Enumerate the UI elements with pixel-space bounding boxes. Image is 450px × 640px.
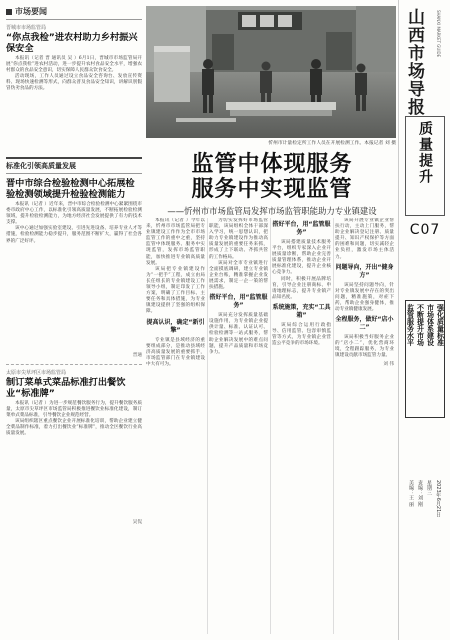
news-body: [6, 202, 142, 352]
slogan-line: 强化质量标准: [436, 304, 445, 346]
article-body: [146, 218, 396, 634]
photo-illustration: [146, 6, 396, 138]
article-column-4: [335, 218, 394, 634]
news-item-1: [6, 24, 142, 151]
news-title: 制订菜单式菜品标准打出餐饮业“标准牌”: [6, 377, 126, 399]
news-item-2: [6, 178, 142, 358]
article-subhead: 问题导向，开出“健身方”: [335, 263, 394, 279]
news-byline: 吴侃: [132, 520, 142, 525]
news-paragraph: 本报讯（记者 晋 通讯员 吴 ）6月1日，晋城市市场监管局开展“你点我检”进农村活动，进一步提升农村食品安全水平，增强农村群众的食品安全意识，切实保障人民群众饮食安全。: [6, 56, 142, 74]
page-number: C07: [409, 222, 441, 238]
headline-line-2: 服务中实现监管: [191, 177, 353, 202]
newspaper-logo: 山西市场导报: [404, 8, 424, 116]
slogan-line: 市场体系建设: [426, 304, 435, 346]
article-column-3: [272, 218, 331, 634]
slogan-line: 监管服务水平: [406, 304, 415, 346]
article-subhead: 搭好平台，用“监管服务”: [209, 294, 268, 310]
issue-info: [405, 480, 445, 630]
issue-designer: 美编：王 丽: [408, 480, 414, 507]
left-news-column: [6, 6, 142, 634]
issue-date: 2023年6月21日: [435, 480, 441, 518]
article-paragraph: 该局把专业镇建设作为“一把手”工程，成立由局长任组长的专业镇建设工作领导小组，制定印发了工作方案，明确了工作目标、主要任务和具体措施，为专业镇建设提供了坚强的组织保障。: [146, 266, 205, 315]
news-body: [6, 56, 142, 151]
news-paragraph: 本报讯（记者 ）近年来，晋中市综合检验检测中心紧紧围绕市委市政府中心工作，以标准化引领高质量发展，不断拓展检验检测领域，提升检验检测能力，为地方经济社会发展提供了有力的技术支撑。: [6, 202, 142, 226]
article-paragraph: 同时，积极开展品牌培育，引导企业注册商标、申请地理标志，提升专业镇产品知名度。: [272, 276, 331, 300]
headline-line-1: 监管中体现服务: [191, 152, 353, 177]
feature-photo: [146, 6, 396, 138]
news-kicker: 太原市尖草坪区市场监管局: [6, 370, 67, 376]
article-paragraph: 该局积极当好服务企业的“店小二”，优化营商环境，全程跟踪服务，为专业镇建设贡献市场监管力量。: [335, 335, 394, 359]
article-column-1: [146, 218, 205, 634]
article-column-2: [209, 218, 268, 634]
news-title: “你点我检”进农村助力乡村振兴保安全: [6, 32, 138, 54]
column-rule: [207, 218, 208, 634]
issue-editor: 责编：刘 刚: [417, 480, 423, 507]
section-heading: 标准化引领高质量发展: [6, 157, 142, 174]
main-headline: [150, 152, 394, 217]
divider: [6, 364, 142, 365]
section-tag-label: 市场要闻: [15, 7, 47, 16]
photo-caption: 忻州市计量检定所工作人员在开展检测工作。本报记者 刘 摄: [268, 141, 396, 146]
article-paragraph: 该局综合运用行政指导、信用监管、包容审慎监管等方式，为专业镇企业营造公平竞争的市场环境。: [272, 322, 331, 347]
issue-weekday: 星期三: [426, 480, 432, 495]
headline-subtitle: ——忻州市市场监管局发挥市场监管职能助力专业镇建设: [167, 206, 377, 216]
newspaper-logo-english: SHANXI MARKET GUIDE: [436, 10, 441, 58]
news-kicker: 晋城市市场监管局: [6, 25, 47, 31]
article-paragraph: 该局充分发挥质量基础设施作用，为专业镇企业提供计量、标准、认证认可、检验检测等一站式服务，帮助企业解决发展中的难点问题，提升产品质量和市场竞争力。: [209, 313, 268, 355]
article-paragraph: 该局开展专业镇企业帮扶行动，主动上门服务，帮助企业解决登记注册、质量提升、知识产权保护等方面的困难和问题，切实减轻企业负担，激发市场主体活力。: [335, 218, 394, 260]
section-tag: [6, 6, 142, 20]
feature-label-box: [405, 116, 445, 216]
slogan-box: [405, 300, 445, 418]
article-paragraph: 该局坚持问题导向，针对专业镇发展中存在的突出问题，精准施策，对症下药，帮助企业强身健体，推动专业镇健康发展。: [335, 282, 394, 313]
article-paragraph: 为切实发挥好市场监管职能，该局组织全体干部深入学习，统一思想认识，把助力专业镇建设作为推动高质量发展的重要任务来抓，形成了上下联动、齐抓共管的工作格局。: [209, 218, 268, 260]
article-paragraph: 本报讯（记者 ）今年以来，忻州市市场监管局把专业镇建设工作作为全市市场监管工作的重中之重，坚持监管中体现服务、服务中实现监管，发挥市场监管职能，加快推进专业镇高质量发展。: [146, 218, 205, 266]
masthead-divider: [398, 0, 399, 640]
slogan-line: 不断提升市场: [416, 304, 425, 346]
news-byline: 晋通: [132, 353, 142, 358]
news-body: [6, 401, 142, 519]
news-title: 晋中市综合检验检测中心拓展检验检测领域提升检验检测能力: [6, 178, 135, 200]
news-item-3: [6, 369, 142, 525]
article-subhead: 提高认识，确定“新引擎”: [146, 318, 205, 334]
news-paragraph: 该局组织辖区重点餐饮企业开展标准化培训，帮助企业建立健全菜品制作标准，着力打出餐饮业“标准牌”，推动全区餐饮行业高质量发展。: [6, 419, 142, 437]
article-paragraph: 专业镇是县域经济的重要组成部分，是推动县域经济高质量发展的重要抓手，市场监管部门在专业镇建设中大有可为。: [146, 337, 205, 367]
square-icon: [6, 9, 12, 15]
feature-label: 质量提升: [417, 121, 433, 185]
article-paragraph: 该局对全市专业镇进行全面摸底调研，建立专业镇企业台账，精准掌握企业发展需求，制定一企一策的帮扶措施。: [209, 260, 268, 291]
article-subhead: 全程服务，做好“店小二”: [335, 316, 394, 332]
news-paragraph: 活动现场，工作人员通过设立食品安全咨询台、发放宣传资料、现场快速检测等形式，向群众普及食品安全知识，讲解识别假冒伪劣食品的方法。: [6, 74, 142, 92]
article-paragraph: 该局搭建质量技术服务平台，组织专家深入企业开展质量诊断，帮助企业完善质量管理体系，推动企业开展标准化建设，提升企业核心竞争力。: [272, 240, 331, 276]
news-paragraph: 该中心通过加强实验室建设、引进先进设备、培养专业人才等措施，检验检测能力稳步提升，服务范围不断扩大，赢得了社会各界的广泛好评。: [6, 226, 142, 244]
article-author: 刘 伟: [383, 361, 394, 367]
news-paragraph: 本报讯（记者 ）为进一步规范餐饮服务行为，提升餐饮服务质量，太原市尖草坪区市场监管局积极推进餐饮业标准化建设，制订菜单式菜品标准，引导餐饮企业规范经营。: [6, 401, 142, 419]
masthead-strip: [401, 0, 450, 640]
article-subhead: 系统施策，充实“工具箱”: [272, 303, 331, 319]
column-rule: [333, 218, 334, 634]
article-subhead: 搭好平台，用“监管服务”: [272, 221, 331, 236]
column-rule: [270, 218, 271, 634]
